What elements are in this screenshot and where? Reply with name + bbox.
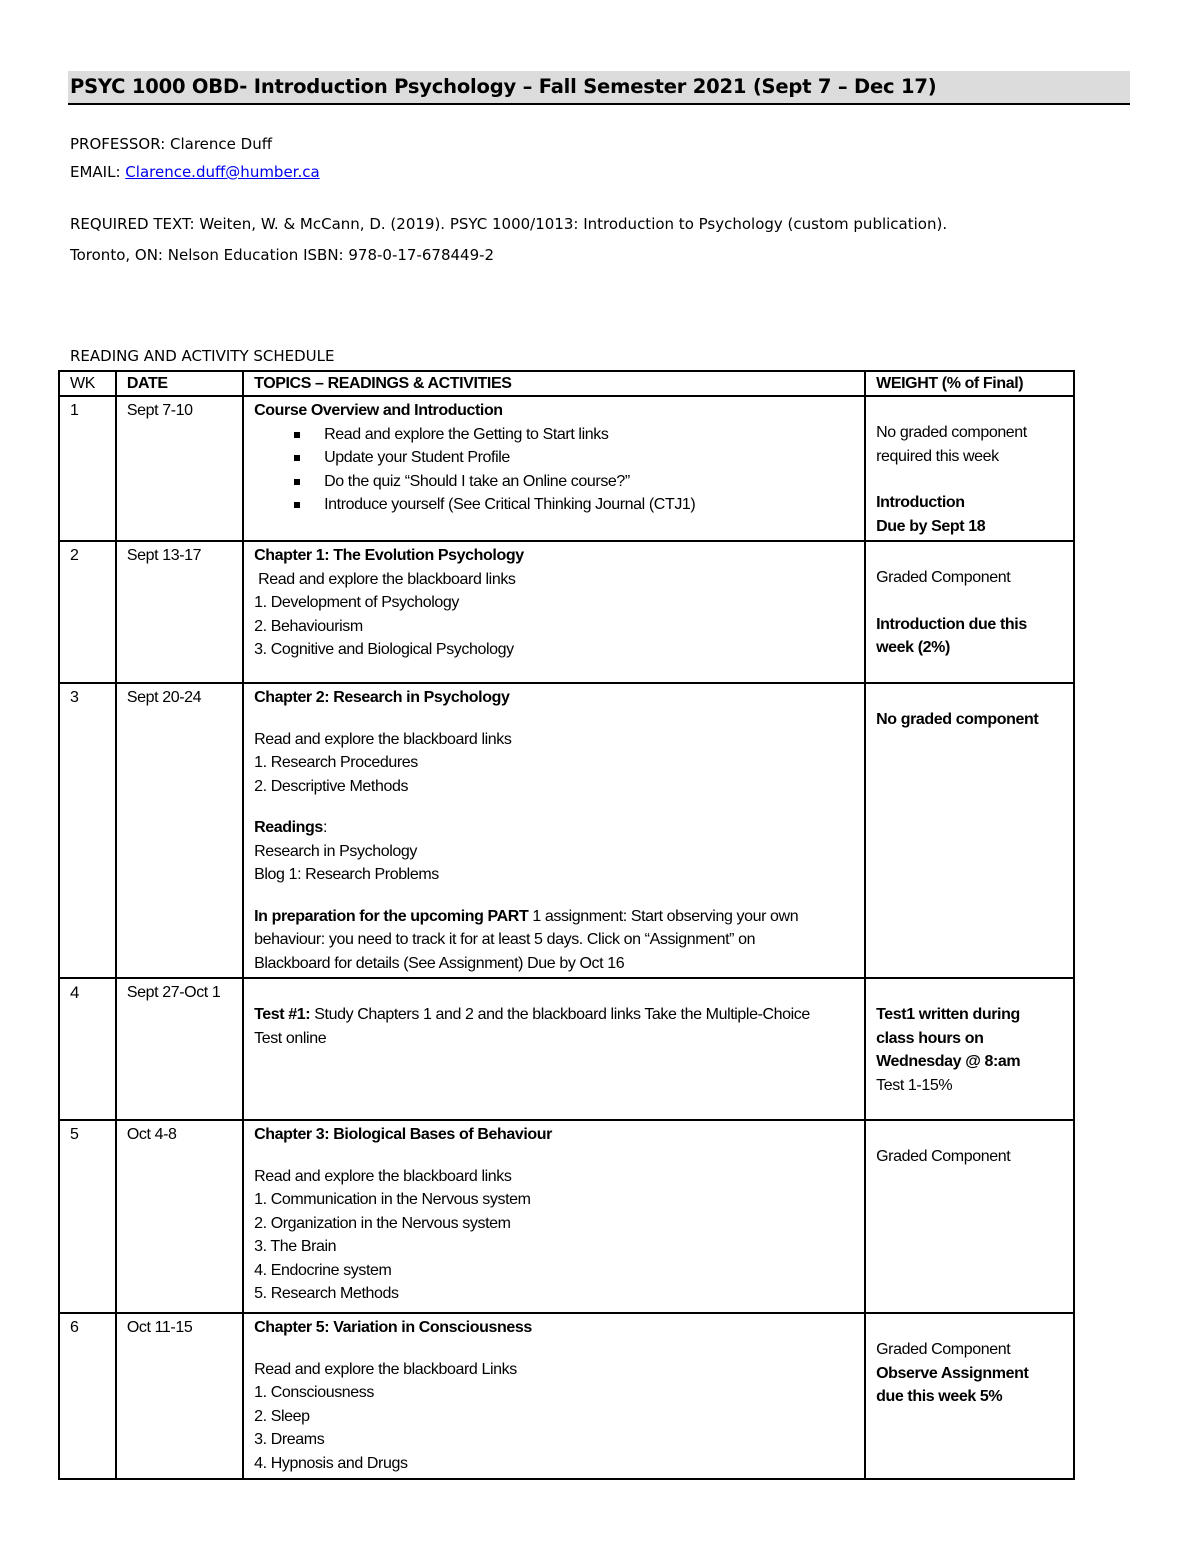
list-item: Update your Student Profile xyxy=(294,446,854,470)
topic-title: Chapter 5: Variation in Consciousness xyxy=(254,1319,532,1336)
test-text: Test online xyxy=(254,1029,327,1047)
cell-weight xyxy=(865,396,1074,541)
table-row xyxy=(59,1120,1074,1313)
weight-text: Introduction xyxy=(876,494,965,511)
prep-part: PART xyxy=(487,907,529,925)
weight-text: Graded Component xyxy=(876,569,1011,586)
topic-intro: Read and explore the blackboard links xyxy=(254,1167,512,1185)
readings-label: Readings xyxy=(254,819,323,836)
list-item: 4. Endocrine system xyxy=(254,1261,392,1279)
cell-weight xyxy=(865,1313,1074,1479)
cell-weight xyxy=(865,541,1074,683)
prep-text: Blackboard for details (See Assignment) Due by Oct 16 xyxy=(254,954,625,972)
schedule-table xyxy=(58,370,1075,1480)
list-item: Introduce yourself (See Critical Thinking Journal (CTJ1) xyxy=(294,493,854,517)
readings-colon: : xyxy=(322,819,327,836)
cell-wk: 5 xyxy=(59,1120,116,1313)
test-label: Test #1: xyxy=(254,1006,311,1023)
list-item: 2. Behaviourism xyxy=(254,617,363,635)
title-bar xyxy=(68,71,1130,105)
topic-title: Course Overview and Introduction xyxy=(254,402,503,419)
topic-title: Chapter 1: The Evolution Psychology xyxy=(254,547,524,564)
cell-date: Oct 11-15 xyxy=(116,1313,243,1479)
column-header-wk: WK xyxy=(59,371,116,396)
prep-text: 1 assignment: Start observing your own xyxy=(528,907,799,925)
cell-topic xyxy=(243,683,865,978)
list-item: 1. Consciousness xyxy=(254,1384,374,1401)
email-line xyxy=(70,163,320,181)
cell-topic xyxy=(243,1120,865,1313)
topic-intro: Read and explore the blackboard links xyxy=(254,570,516,588)
list-item: Do the quiz “Should I take an Online course?” xyxy=(294,470,854,494)
cell-date: Sept 13-17 xyxy=(116,541,243,683)
cell-topic xyxy=(243,396,865,541)
table-row xyxy=(59,978,1074,1120)
cell-topic xyxy=(243,1313,865,1479)
list-item: 1. Development of Psychology xyxy=(254,594,460,611)
cell-weight xyxy=(865,683,1074,978)
bullet-list xyxy=(254,423,854,517)
weight-text: Introduction due this xyxy=(876,615,1027,633)
cell-topic xyxy=(243,978,865,1120)
column-header-topics: TOPICS – READINGS & ACTIVITIES xyxy=(243,371,865,396)
list-item: 3. Cognitive and Biological Psychology xyxy=(254,641,514,658)
cell-weight xyxy=(865,1120,1074,1313)
required-text-line2: Toronto, ON: Nelson Education ISBN: 978-0-17-678449-2 xyxy=(70,246,495,264)
weight-text: Observe Assignment xyxy=(876,1364,1029,1382)
weight-text: week (2%) xyxy=(876,639,950,656)
table-header-row xyxy=(59,371,1074,396)
cell-wk: 1 xyxy=(59,396,116,541)
list-item: Blog 1: Research Problems xyxy=(254,866,439,883)
cell-weight xyxy=(865,978,1074,1120)
list-item: 5. Research Methods xyxy=(254,1285,399,1302)
table-row xyxy=(59,541,1074,683)
weight-text: Due by Sept 18 xyxy=(876,517,986,535)
weight-text: Test1 written during xyxy=(876,1006,1020,1023)
prep-note xyxy=(254,905,854,929)
test-text: Study Chapters 1 and 2 and the blackboard links Take the Multiple-Choice xyxy=(310,1006,810,1023)
cell-date: Oct 4-8 xyxy=(116,1120,243,1313)
weight-text: due this week 5% xyxy=(876,1388,1003,1405)
email-label: EMAIL: xyxy=(70,163,126,181)
column-header-date: DATE xyxy=(116,371,243,396)
email-link[interactable]: Clarence.duff@humber.ca xyxy=(125,163,320,181)
cell-wk: 4 xyxy=(59,978,116,1120)
column-header-weight: WEIGHT (% of Final) xyxy=(865,371,1074,396)
table-row xyxy=(59,1313,1074,1479)
weight-text: Graded Component xyxy=(876,1148,1011,1165)
weight-text: Wednesday @ 8:am xyxy=(876,1053,1021,1070)
weight-text: Graded Component xyxy=(876,1341,1011,1358)
list-item: Research in Psychology xyxy=(254,842,417,860)
cell-wk: 3 xyxy=(59,683,116,978)
page-title: PSYC 1000 OBD- Introduction Psychology – Fall Semester 2021 (Sept 7 – Dec 17) xyxy=(70,75,937,98)
required-text-line1: REQUIRED TEXT: Weiten, W. & McCann, D. (2019). PSYC 1000/1013: Introduction to Psychology (custom publication). xyxy=(70,215,948,233)
table-row xyxy=(59,396,1074,541)
list-item: 1. Communication in the Nervous system xyxy=(254,1191,531,1208)
weight-text: Test 1-15% xyxy=(876,1076,953,1094)
prep-text: behaviour: you need to track it for at least 5 days. Click on “Assignment” on xyxy=(254,931,756,948)
cell-date: Sept 27-Oct 1 xyxy=(116,978,243,1120)
test-line xyxy=(254,1003,854,1027)
weight-text: No graded component xyxy=(876,424,1027,441)
list-item: 3. Dreams xyxy=(254,1431,325,1448)
topic-title: Chapter 2: Research in Psychology xyxy=(254,689,510,706)
list-item: 3. The Brain xyxy=(254,1238,337,1255)
weight-text: No graded component xyxy=(876,711,1039,728)
cell-wk: 6 xyxy=(59,1313,116,1479)
list-item: 2. Descriptive Methods xyxy=(254,777,409,795)
list-item: Read and explore the Getting to Start links xyxy=(294,423,854,447)
cell-wk: 2 xyxy=(59,541,116,683)
cell-date: Sept 7-10 xyxy=(116,396,243,541)
cell-topic xyxy=(243,541,865,683)
weight-text: class hours on xyxy=(876,1029,984,1047)
schedule-label: READING AND ACTIVITY SCHEDULE xyxy=(70,347,335,365)
list-item: 4. Hypnosis and Drugs xyxy=(254,1454,408,1472)
table-row xyxy=(59,683,1074,978)
list-item: 1. Research Procedures xyxy=(254,754,418,771)
topic-title: Chapter 3: Biological Bases of Behaviour xyxy=(254,1126,552,1143)
cell-date: Sept 20-24 xyxy=(116,683,243,978)
topic-intro: Read and explore the blackboard Links xyxy=(254,1360,517,1378)
prep-bold: In preparation for the upcoming xyxy=(254,907,488,925)
topic-intro: Read and explore the blackboard links xyxy=(254,730,512,748)
readings-heading xyxy=(254,816,854,840)
weight-text: required this week xyxy=(876,447,999,465)
list-item: 2. Sleep xyxy=(254,1407,310,1425)
professor-line: PROFESSOR: Clarence Duff xyxy=(70,135,273,153)
list-item: 2. Organization in the Nervous system xyxy=(254,1214,511,1232)
